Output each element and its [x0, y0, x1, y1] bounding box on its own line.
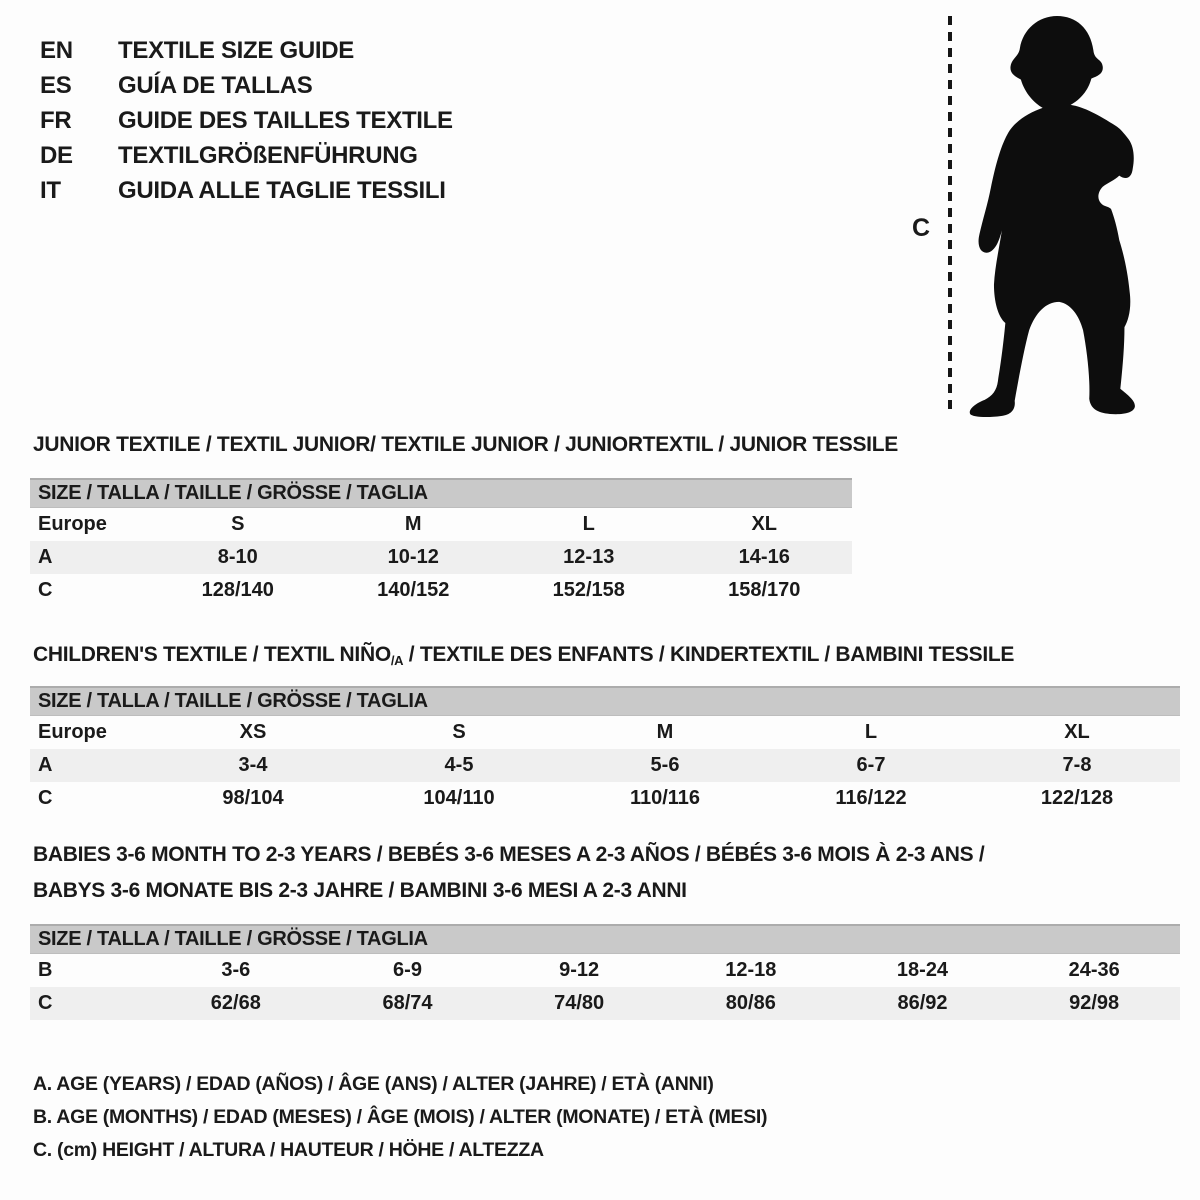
age-value: 7-8 [1062, 754, 1092, 776]
row-label: B [38, 959, 53, 981]
size-value: L [582, 513, 595, 535]
junior-size-table [30, 478, 852, 607]
table-row-height-cm [30, 782, 1180, 815]
age-value: 6-7 [856, 754, 886, 776]
guide-title-de: TEXTILGRÖßENFÜHRUNG [118, 142, 418, 169]
legend-age-years: A. AGE (YEARS) / EDAD (AÑOS) / ÂGE (ANS) / ALTER (JAHRE) / ETÀ (ANNI) [33, 1073, 714, 1095]
children-title-post: / TEXTILE DES ENFANTS / KINDERTEXTIL / BAMBINI TESSILE [403, 643, 1015, 666]
size-header-label: SIZE / TALLA / TAILLE / GRÖSSE / TAGLIA [38, 482, 428, 504]
children-title-pre: CHILDREN'S TEXTILE / TEXTIL NIÑO [33, 643, 391, 666]
size-value: S [452, 721, 466, 743]
size-header-bar [30, 924, 1180, 954]
age-months-value: 3-6 [221, 959, 251, 981]
size-value: S [231, 513, 245, 535]
children-section-title [33, 643, 1014, 668]
junior-section-title: JUNIOR TEXTILE / TEXTIL JUNIOR/ TEXTILE JUNIOR / JUNIORTEXTIL / JUNIOR TESSILE [33, 433, 898, 456]
language-row-en [40, 33, 453, 68]
legend-block [33, 1068, 767, 1167]
language-code: IT [40, 177, 61, 204]
height-value: 122/128 [1040, 787, 1114, 809]
size-value: XL [1064, 721, 1090, 743]
language-title-block [40, 33, 453, 208]
table-row-age-years [30, 541, 852, 574]
size-header-label: SIZE / TALLA / TAILLE / GRÖSSE / TAGLIA [38, 928, 428, 950]
height-value: 110/116 [629, 787, 701, 809]
height-dashed-line [948, 16, 952, 416]
row-label: Europe [38, 721, 107, 743]
table-row-europe [30, 716, 1180, 749]
guide-title-en: TEXTILE SIZE GUIDE [118, 37, 354, 64]
age-months-value: 12-18 [725, 959, 777, 981]
height-value: 152/158 [552, 579, 625, 601]
row-label: Europe [38, 513, 107, 535]
babies-section-title-line2: BABYS 3-6 MONATE BIS 2-3 JAHRE / BAMBINI 3-6 MESI A 2-3 ANNI [33, 879, 687, 902]
table-row-age-months [30, 954, 1180, 987]
language-code: EN [40, 37, 73, 64]
language-code: ES [40, 72, 72, 99]
babies-section-title-line1: BABIES 3-6 MONTH TO 2-3 YEARS / BEBÉS 3-6 MESES A 2-3 AÑOS / BÉBÉS 3-6 MOIS À 2-3 ANS / [33, 843, 985, 866]
guide-title-it: GUIDA ALLE TAGLIE TESSILI [118, 177, 446, 204]
height-value: 116/122 [835, 787, 907, 809]
language-code: FR [40, 107, 72, 134]
table-row-height-cm [30, 987, 1180, 1020]
language-row-it [40, 173, 453, 208]
age-months-value: 18-24 [896, 959, 949, 981]
size-header-label: SIZE / TALLA / TAILLE / GRÖSSE / TAGLIA [38, 690, 428, 712]
size-value: L [864, 721, 878, 743]
height-value: 92/98 [1069, 992, 1120, 1014]
age-value: 8-10 [217, 546, 258, 568]
height-value: 98/104 [222, 787, 284, 809]
table-row-europe [30, 508, 852, 541]
language-row-es [40, 68, 453, 103]
row-label: C [38, 992, 53, 1014]
age-value: 5-6 [650, 754, 680, 776]
guide-title-fr: GUIDE DES TAILLES TEXTILE [118, 107, 453, 134]
age-value: 14-16 [738, 546, 790, 568]
children-size-table [30, 686, 1180, 815]
height-measure-c-label: C [912, 214, 931, 242]
height-value: 158/170 [728, 579, 801, 601]
language-row-fr [40, 103, 453, 138]
size-value: M [656, 721, 674, 743]
age-value: 4-5 [444, 754, 474, 776]
legend-age-months: B. AGE (MONTHS) / EDAD (MESES) / ÂGE (MOIS) / ALTER (MONATE) / ETÀ (MESI) [33, 1106, 768, 1128]
row-label: A [38, 754, 53, 776]
height-value: 104/110 [423, 787, 495, 809]
row-label: A [38, 546, 53, 568]
size-header-bar [30, 686, 1180, 716]
height-value: 140/152 [377, 579, 450, 601]
height-value: 62/68 [210, 992, 261, 1014]
age-value: 3-4 [238, 754, 268, 776]
language-row-de [40, 138, 453, 173]
babies-size-table [30, 924, 1180, 1020]
guide-title-es: GUÍA DE TALLAS [118, 72, 313, 99]
height-value: 68/74 [382, 992, 433, 1014]
age-months-value: 24-36 [1068, 959, 1120, 981]
table-row-height-cm [30, 574, 852, 607]
height-value: 86/92 [897, 992, 948, 1014]
legend-height-cm: C. (cm) HEIGHT / ALTURA / HAUTEUR / HÖHE / ALTEZZA [33, 1139, 544, 1161]
height-value: 80/86 [725, 992, 776, 1014]
age-months-value: 6-9 [393, 959, 422, 981]
height-value: 74/80 [554, 992, 605, 1014]
children-title-subscript: /A [390, 653, 404, 668]
toddler-silhouette-icon [966, 14, 1140, 418]
age-months-value: 9-12 [559, 959, 600, 981]
row-label: C [38, 787, 53, 809]
language-code: DE [40, 142, 73, 169]
table-row-age-years [30, 749, 1180, 782]
size-value: XL [751, 513, 778, 535]
age-value: 12-13 [563, 546, 615, 568]
size-value: M [404, 513, 422, 535]
size-header-bar [30, 478, 852, 508]
size-value: XS [239, 721, 267, 743]
height-value: 128/140 [201, 579, 274, 601]
age-value: 10-12 [387, 546, 439, 568]
row-label: C [38, 579, 53, 601]
